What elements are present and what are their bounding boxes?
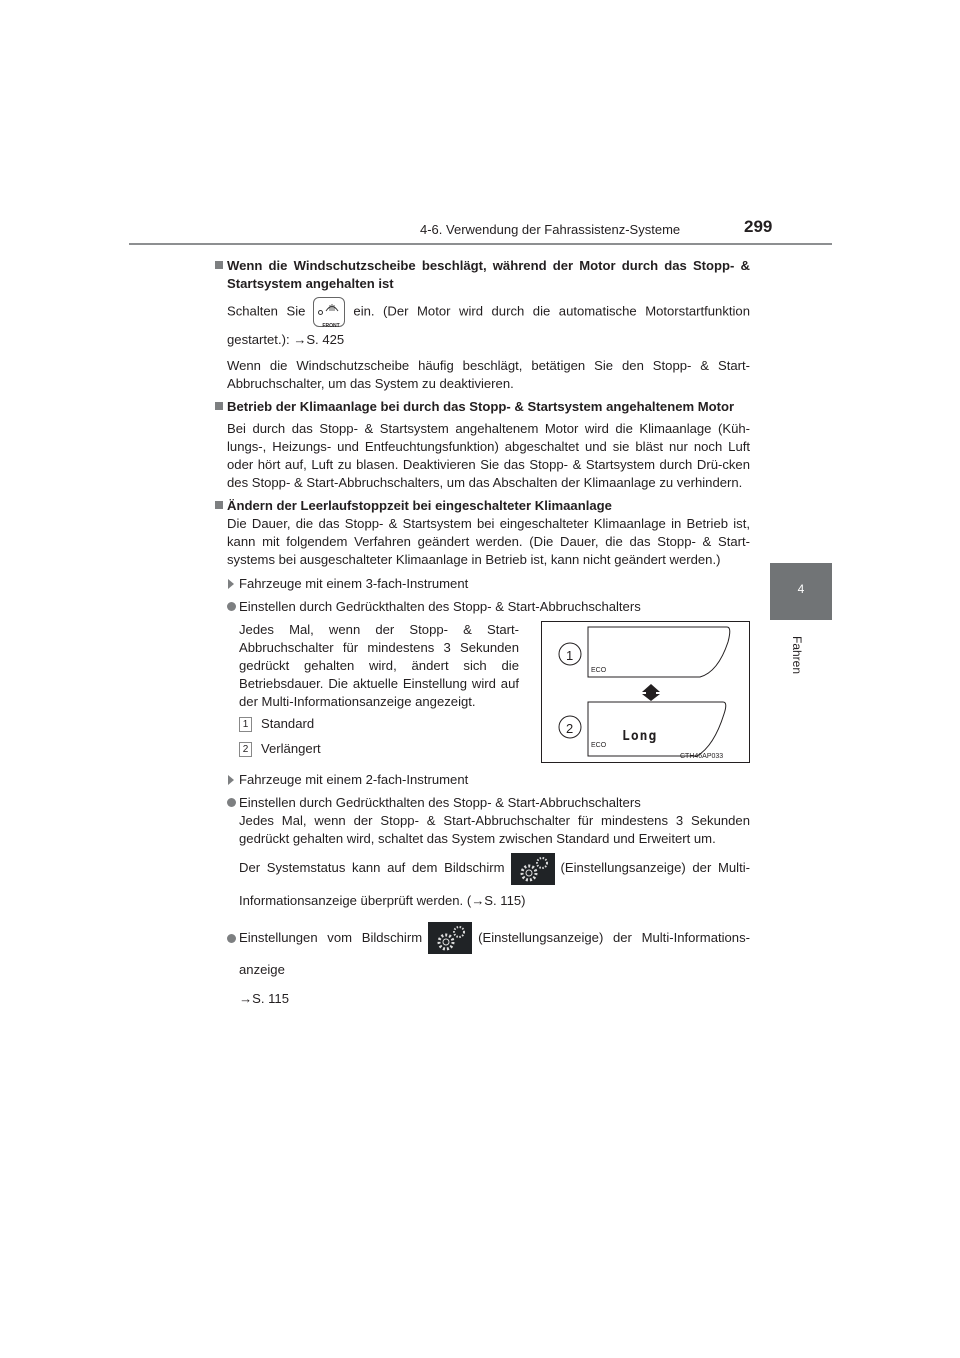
legend-number: 2 (239, 742, 252, 757)
paragraph: Jedes Mal, wenn der Stopp- & Start-Abbruchschalter für mindestens 3 Sekunden gedrückt gehalten wird, ändert sich die Betriebsdauer. Die aktuelle Einstellung wird auf der Multi-Informationsanzeige angezeigt. (239, 622, 519, 709)
legend-label: Standard (261, 716, 315, 731)
paragraph: Jedes Mal, wenn der Stopp- & Start-Abbruchschalter für mindestens 3 Sekunden gedrückt gehalten wird, schaltet das System zwischen Standard und Erweitert um. (239, 813, 750, 846)
figure-text (239, 621, 519, 765)
bullet-item (227, 598, 750, 765)
page-number: 299 (744, 217, 773, 236)
section-heading: Betrieb der Klimaanlage bei durch das Stopp- & Startsystem angehaltenem Motor (227, 399, 735, 414)
text-fragment: ein. (Der Motor wird durch die automatische Motorstartfunktion gestartet.): (227, 303, 750, 347)
figure-row (239, 621, 750, 765)
section-windshield (215, 257, 750, 393)
paragraph (227, 297, 750, 353)
text-fragment: (Einstellungsanzeige) der Multi-Informations-anzeige (239, 929, 750, 978)
bullet-dot-icon (227, 602, 236, 611)
callout-number: 2 (566, 721, 574, 736)
subsection-three-gauge (227, 575, 750, 593)
settings-gear-icon (511, 853, 555, 885)
text-fragment: Einstellungen vom Bildschirm (239, 929, 423, 945)
legend-item (239, 715, 519, 733)
paragraph: Wenn die Windschutzscheibe häufig beschlägt, betätigen Sie den Stopp- & Start-Abbruchschalter, um das System zu deaktivieren. (227, 358, 750, 391)
section-idle (215, 497, 750, 1008)
subsection-title: Fahrzeuge mit einem 3-fach-Instrument (239, 576, 469, 591)
page-reference: →S. 115 (471, 892, 522, 908)
figure-code: CTH46AP033 (680, 753, 724, 760)
section-heading: Ändern der Leerlaufstoppzeit bei eingeschalteter Klimaanlage (227, 498, 612, 513)
text-fragment: Schalten Sie (227, 303, 306, 319)
page-reference: →S. 425 (293, 332, 345, 347)
paragraph: Bei durch das Stopp- & Startsystem angehaltenem Motor wird die Klimaanlage (Küh-lungs-, Heizungs- und Entfeuchtungsfunktion) abgeschaltet und sie bläst nur noch Luft oder hört auf, Luft zu blasen. Deaktivieren Sie das Stopp- & Startsystem durch Drü-cken des Stopp- & Start-Abbruchschalters, um das Abschalten der Klimaanlage zu verhindern. (227, 421, 750, 490)
front-defogger-button-icon (313, 297, 345, 327)
page-content (215, 257, 750, 1013)
chapter-tab (770, 563, 832, 620)
section-title: 4-6. Verwendung der Fahrassistenz-Systeme (420, 222, 681, 237)
eco-indicator: ECO (591, 742, 607, 749)
paragraph (239, 922, 750, 987)
text-fragment: ) (521, 892, 526, 908)
callout-number: 1 (566, 648, 574, 663)
section-square-icon (215, 402, 223, 410)
figure-legend (239, 715, 519, 758)
legend-number: 1 (239, 717, 252, 732)
long-readout: Long (622, 729, 658, 744)
legend-label: Verlängert (261, 741, 321, 756)
section-square-icon (215, 501, 223, 509)
bullet-item (227, 794, 750, 917)
triangle-bullet-icon (228, 775, 234, 785)
bullet-text: Einstellen durch Gedrückthalten des Stopp- & Start-Abbruchschalters (239, 599, 641, 614)
paragraph (239, 852, 750, 917)
header-rule (129, 243, 832, 245)
section-heading: Wenn die Windschutzscheibe beschlägt, während der Motor durch das Stopp- & Startsystem angehalten ist (227, 258, 750, 291)
subsection-two-gauge (227, 771, 750, 789)
legend-item (239, 740, 519, 758)
subsection-title: Fahrzeuge mit einem 2-fach-Instrument (239, 772, 469, 787)
section-square-icon (215, 261, 223, 269)
settings-gear-icon (428, 922, 472, 954)
paragraph: Die Dauer, die das Stopp- & Startsystem bei eingeschalteter Klimaanlage in Betrieb ist, kann mit folgendem Verfahren geändert werden. (Die Dauer, die das Stopp- & Start-systems bei ausgeschalteter Klimaanlage in Betrieb ist, kann nicht geändert werden.) (227, 516, 750, 567)
display-illustration (541, 621, 750, 763)
bullet-dot-icon (227, 934, 236, 943)
triangle-bullet-icon (228, 579, 234, 589)
text-fragment: (Einstellungsanzeige) der Multi-Informationsanzeige überprüft werden. ( (239, 860, 750, 908)
section-aircon (215, 398, 750, 492)
text-fragment: Der Systemstatus kann auf dem Bildschirm (239, 860, 505, 875)
eco-indicator: ECO (591, 667, 607, 674)
chapter-number: 4 (797, 582, 805, 596)
bullet-dot-icon (227, 798, 236, 807)
button-text: FRONT (322, 323, 340, 329)
page-reference: →S. 115 (239, 991, 289, 1007)
chapter-label: Fahren (790, 636, 804, 675)
bullet-text: Einstellen durch Gedrückthalten des Stopp- & Start-Abbruchschalters (239, 795, 641, 810)
bullet-item (227, 922, 750, 1009)
